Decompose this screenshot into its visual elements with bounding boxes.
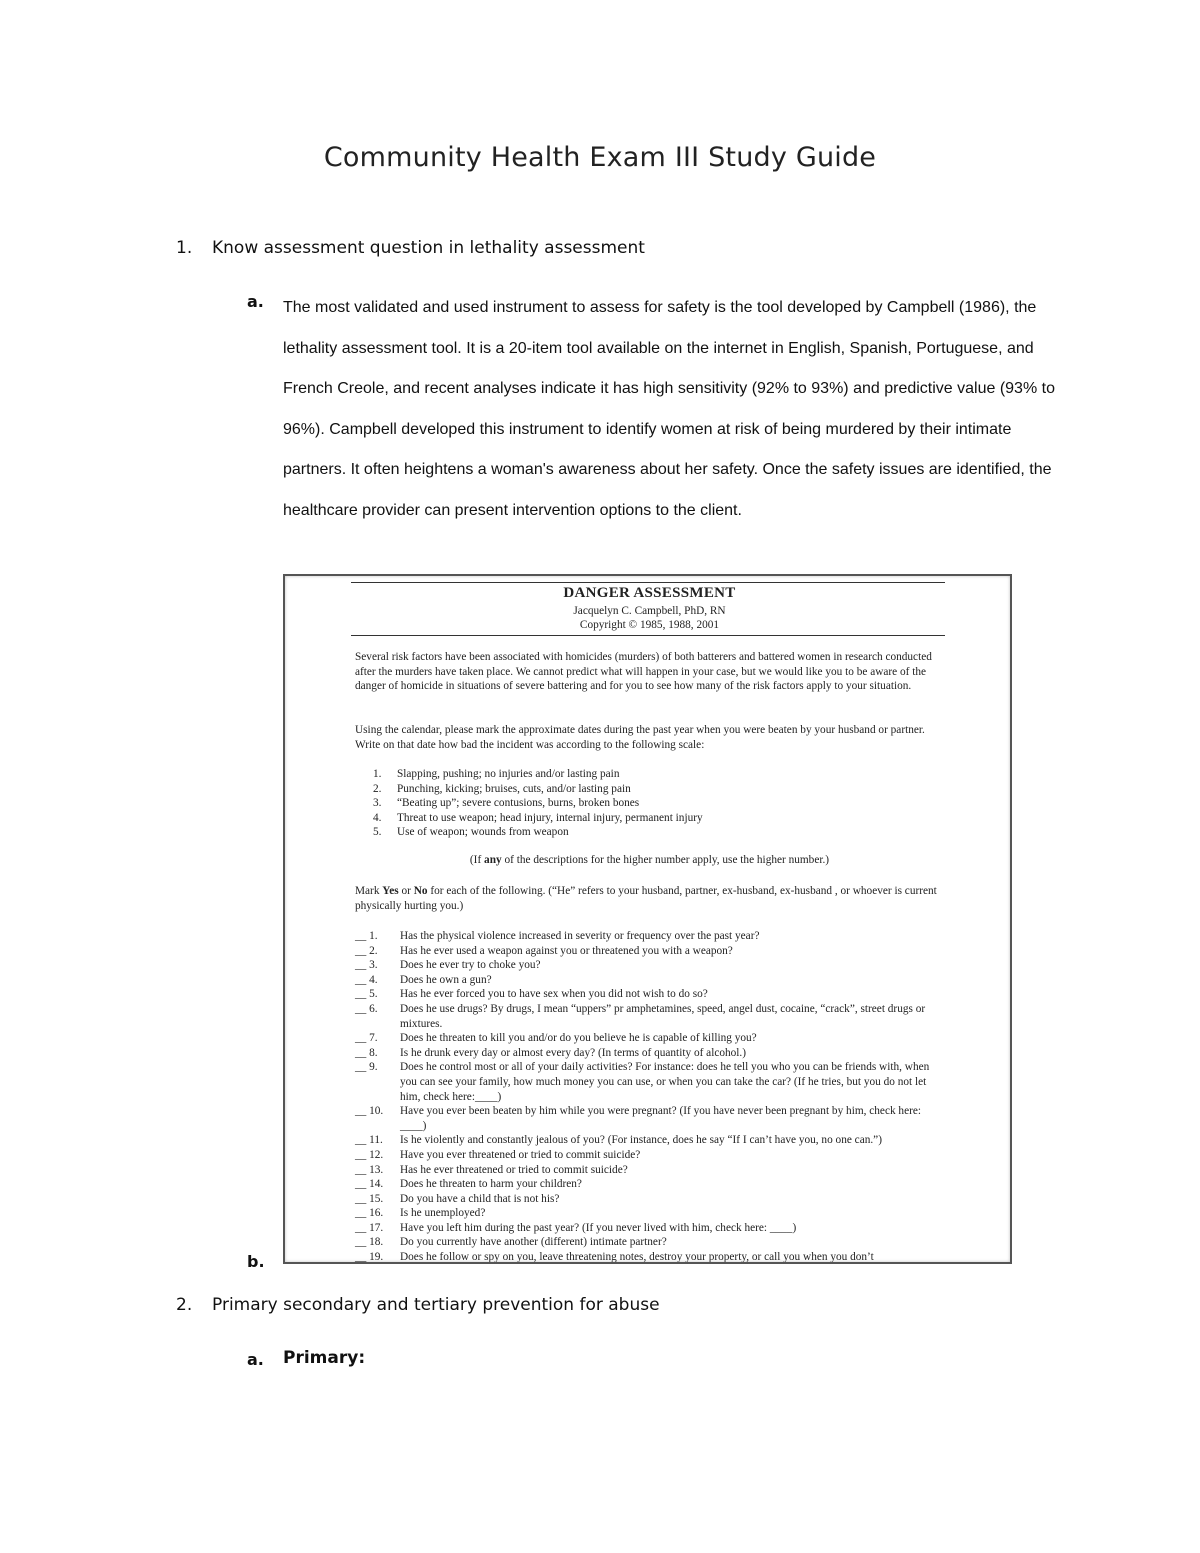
section-2-heading-text: Primary secondary and tertiary prevention for abuse: [212, 1295, 660, 1315]
scale-row: 2. Punching, kicking; bruises, cuts, and/or lasting pain: [373, 782, 631, 795]
list-item: __ 18. Do you currently have another (different) intimate partner?: [355, 1236, 667, 1249]
section-2-heading: [176, 1295, 660, 1315]
scale-row: 4. Threat to use weapon; head injury, internal injury, permanent injury: [373, 811, 703, 824]
list-item: __ 11. Is he violently and constantly jealous of you? (For instance, does he say “If I can’t have you, no one can.”): [355, 1134, 882, 1147]
scale-row: 5. Use of weapon; wounds from weapon: [373, 826, 569, 839]
list-item: __ 4. Does he own a gun?: [355, 973, 492, 986]
section-2-number: 2.: [176, 1295, 193, 1315]
scale-row: 3. “Beating up”; severe contusions, burns, broken bones: [373, 797, 640, 810]
section-1-number: 1.: [176, 238, 193, 258]
section-2-sub-a-marker: a.: [247, 1350, 264, 1369]
list-item: __ 7. Does he threaten to kill you and/or do you believe he is capable of killing you?: [355, 1032, 757, 1045]
form-author: Jacquelyn C. Campbell, PhD, RN: [573, 605, 726, 617]
section-1-paragraph: [283, 288, 1073, 531]
section-1-heading-text: Know assessment question in lethality assessment: [212, 238, 645, 258]
list-item: __ 16. Is he unemployed?: [355, 1207, 486, 1220]
list-item: __ 15. Do you have a child that is not his?: [355, 1192, 560, 1205]
form-question-list: [355, 929, 945, 1264]
form-severity-scale: [373, 767, 933, 840]
primary-prevention-label: Primary:: [283, 1348, 366, 1368]
section-1-sub-b-marker: b.: [247, 1252, 265, 1271]
form-mark-instructions: Mark Yes or No for each of the following. (“He” refers to your husband, partner, ex-husband, ex-husband , or whoever is current physically hurting you.): [355, 885, 937, 912]
list-item: __ 8. Is he drunk every day or almost every day? (In terms of quantity of alcohol.): [355, 1046, 747, 1059]
paragraph-text: The most validated and used instrument to assess for safety is the tool developed by Campbell (1986), the lethality assessment tool. It is a 20-item tool available on the internet in English, Spanish, Portuguese, and French Creole, and recent analyses indicate it has high sensitivity (92% to 93%) and predictive value (93% to 96%). Campbell developed this instrument to identify women at risk of being murdered by their intimate partners. It often heightens a woman's awareness about her safety. Once the safety issues are identified, the healthcare provider can present intervention options to the client.: [283, 299, 1055, 519]
list-item: __ 5. Has he ever forced you to have sex when you did not wish to do so?: [355, 988, 708, 1001]
list-item: __ 1. Has the physical violence increased in severity or frequency over the past year?: [355, 930, 760, 942]
list-item: __ 10. Have you ever been beaten by him while you were pregnant? (If you have never been pregnant by him, check here: ____): [355, 1105, 922, 1132]
list-item: __ 14. Does he threaten to harm your children?: [355, 1178, 582, 1191]
form-copyright: Copyright © 1985, 1988, 2001: [579, 619, 720, 631]
form-header-rule: [351, 635, 945, 636]
form-title: DANGER ASSESSMENT: [563, 585, 736, 601]
page-title: Community Health Exam III Study Guide: [323, 142, 877, 173]
list-item: __ 13. Has he ever threatened or tried to commit suicide?: [355, 1163, 628, 1176]
list-item: __ 2. Has he ever used a weapon against you or threatened you with a weapon?: [355, 944, 733, 957]
scale-row: 1. Slapping, pushing; no injuries and/or lasting pain: [373, 768, 620, 780]
form-calendar-instructions: Using the calendar, please mark the approximate dates during the past year when you were beaten by your husband or partner. Write on that date how bad the incident was according to the following scale:: [355, 724, 925, 751]
list-item: __ 3. Does he ever try to choke you?: [355, 959, 541, 972]
form-intro: Several risk factors have been associated with homicides (murders) of both batterers and battered women in research conducted after the murders have taken place. We cannot predict what will happen in your case, but we would like you to be aware of the danger of homicide in situations of severe battering and for you to see how many of the risk factors apply to your situation.: [355, 651, 932, 692]
danger-assessment-form-image: [283, 574, 1012, 1264]
form-top-rule: [351, 582, 945, 583]
form-higher-number-note: (If any of the descriptions for the higher number apply, use the higher number.): [469, 854, 830, 866]
list-item: __ 9. Does he control most or all of your daily activities? For instance: does he tell you who you can be friends with, when you can see your family, how much money you can use, or when you can take the car? (If he tries, but you do not let him, check here:____): [355, 1061, 930, 1103]
section-1-sub-a-marker: a.: [247, 292, 264, 311]
list-item: __ 19. Does he follow or spy on you, leave threatening notes, destroy your property, or call you when you don’t: [355, 1251, 874, 1264]
list-item: __ 12. Have you ever threatened or tried to commit suicide?: [355, 1148, 641, 1161]
section-1-heading: [176, 238, 645, 258]
list-item: __ 17. Have you left him during the past year? (If you never lived with him, check here: ____): [355, 1221, 797, 1234]
list-item: __ 6. Does he use drugs? By drugs, I mean “uppers” pr amphetamines, speed, angel dust, cocaine, “crack”, street drugs or mixtures.: [355, 1002, 926, 1030]
